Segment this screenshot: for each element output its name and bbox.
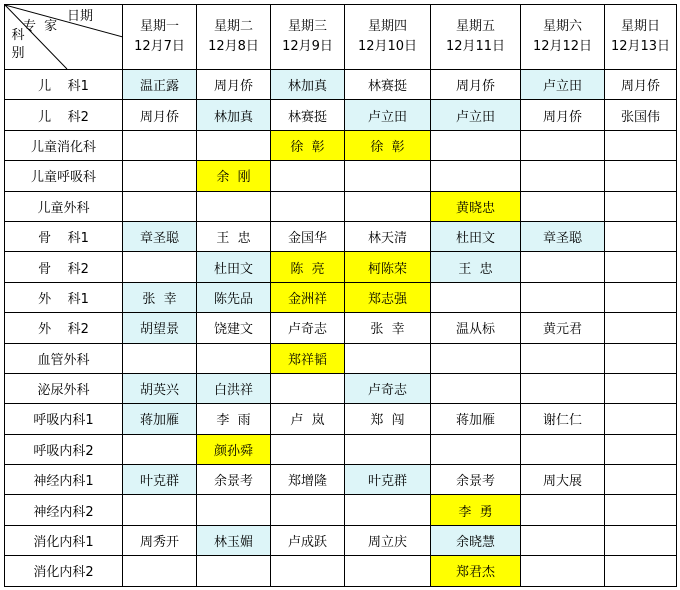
day-name: 星期六 [542,19,582,34]
expert-cell [123,343,197,373]
expert-cell: 周大展 [521,465,605,495]
day-header-sun [605,5,677,70]
department-cell: 儿童消化科 [5,130,123,160]
expert-cell [345,434,431,464]
day-name: 星期二 [213,19,253,34]
expert-cell [521,282,605,312]
expert-cell [271,161,345,191]
expert-cell: 王 忠 [197,221,271,251]
department-cell: 儿 科1 [5,70,123,100]
expert-cell [197,556,271,586]
day-header-thu [345,5,431,70]
expert-cell [431,282,521,312]
day-header-tue [197,5,271,70]
corner-dept-label: 科 别 [11,28,25,61]
day-header-wed [271,5,345,70]
expert-cell: 李 雨 [197,404,271,434]
expert-cell [345,343,431,373]
expert-cell [431,130,521,160]
expert-cell [605,434,677,464]
table-row [5,282,677,312]
department-cell: 骨 科1 [5,221,123,251]
expert-cell: 温从标 [431,313,521,343]
expert-cell [123,161,197,191]
expert-cell: 周立庆 [345,525,431,555]
expert-cell [197,130,271,160]
expert-cell: 周月侨 [605,70,677,100]
table-row [5,495,677,525]
corner-date-label: 日期 [67,9,94,24]
expert-cell: 蒋加雁 [431,404,521,434]
table-row [5,556,677,586]
expert-cell [271,556,345,586]
expert-cell [605,373,677,403]
header-row [5,5,677,70]
expert-cell: 卢奇志 [345,373,431,403]
expert-cell [345,556,431,586]
department-cell: 血管外科 [5,343,123,373]
expert-cell: 黄元君 [521,313,605,343]
day-header-mon [123,5,197,70]
expert-cell: 周秀开 [123,525,197,555]
table-row [5,221,677,251]
expert-cell [605,313,677,343]
expert-cell: 林赛挺 [345,70,431,100]
expert-cell [271,191,345,221]
expert-cell: 柯陈荣 [345,252,431,282]
expert-cell [605,556,677,586]
expert-cell [605,191,677,221]
expert-cell: 张 幸 [345,313,431,343]
day-header-fri [431,5,521,70]
expert-cell: 余 刚 [197,161,271,191]
expert-cell [197,343,271,373]
expert-cell: 叶克群 [345,465,431,495]
expert-cell: 郑祥韬 [271,343,345,373]
expert-cell [521,343,605,373]
table-row [5,434,677,464]
expert-cell: 卢立田 [521,70,605,100]
table-row [5,373,677,403]
department-cell: 消化内科2 [5,556,123,586]
department-cell: 儿 科2 [5,100,123,130]
expert-cell [271,434,345,464]
table-row [5,191,677,221]
expert-cell [431,161,521,191]
expert-cell [123,252,197,282]
expert-cell [431,434,521,464]
expert-cell: 胡望景 [123,313,197,343]
department-cell: 儿童呼吸科 [5,161,123,191]
expert-cell [271,495,345,525]
department-cell: 外 科2 [5,313,123,343]
table-row [5,525,677,555]
expert-cell: 郑增隆 [271,465,345,495]
table-row [5,465,677,495]
expert-cell: 林加真 [271,70,345,100]
expert-cell [123,191,197,221]
table-row [5,404,677,434]
table-row [5,313,677,343]
table-row [5,343,677,373]
expert-cell [605,252,677,282]
department-cell: 呼吸内科1 [5,404,123,434]
expert-cell [605,161,677,191]
day-name: 星期四 [367,19,407,34]
expert-cell [521,556,605,586]
expert-cell: 郑志强 [345,282,431,312]
expert-cell: 张 幸 [123,282,197,312]
expert-cell: 周月侨 [431,70,521,100]
expert-cell [521,191,605,221]
department-cell: 外 科1 [5,282,123,312]
department-cell: 消化内科1 [5,525,123,555]
expert-cell: 陈 亮 [271,252,345,282]
expert-cell: 余景考 [431,465,521,495]
day-name: 星期一 [139,19,179,34]
expert-cell: 周月侨 [197,70,271,100]
expert-cell [605,130,677,160]
expert-cell: 卢 岚 [271,404,345,434]
expert-cell: 周月侨 [123,100,197,130]
day-header-sat [521,5,605,70]
expert-cell: 徐 彰 [345,130,431,160]
expert-cell: 卢成跃 [271,525,345,555]
expert-cell: 饶建文 [197,313,271,343]
expert-cell: 林赛挺 [271,100,345,130]
table-row [5,161,677,191]
table-row [5,100,677,130]
schedule-table [4,4,677,587]
expert-cell: 金国华 [271,221,345,251]
expert-cell: 郑 闯 [345,404,431,434]
day-date: 12月8日 [208,39,259,54]
expert-cell [197,191,271,221]
expert-cell [605,282,677,312]
expert-cell [521,495,605,525]
expert-cell: 张国伟 [605,100,677,130]
expert-cell: 王 忠 [431,252,521,282]
department-cell: 儿童外科 [5,191,123,221]
expert-cell [123,495,197,525]
expert-cell [605,343,677,373]
expert-cell [605,465,677,495]
expert-cell: 卢立田 [345,100,431,130]
expert-cell [605,525,677,555]
expert-cell [521,252,605,282]
expert-cell [521,130,605,160]
expert-cell [123,434,197,464]
department-cell: 泌尿外科 [5,373,123,403]
department-cell: 神经内科1 [5,465,123,495]
expert-cell: 颜孙舜 [197,434,271,464]
expert-cell: 周月侨 [521,100,605,130]
department-cell: 神经内科2 [5,495,123,525]
expert-cell: 李 勇 [431,495,521,525]
day-name: 星期日 [620,19,660,34]
expert-cell: 谢仁仁 [521,404,605,434]
expert-cell [123,130,197,160]
expert-cell: 郑君杰 [431,556,521,586]
expert-cell: 章圣聪 [123,221,197,251]
expert-cell [605,495,677,525]
expert-cell [605,404,677,434]
expert-cell: 余晓慧 [431,525,521,555]
day-date: 12月7日 [134,39,185,54]
expert-cell: 胡英兴 [123,373,197,403]
expert-cell [345,191,431,221]
expert-cell: 叶克群 [123,465,197,495]
expert-cell: 白洪祥 [197,373,271,403]
schedule-body [5,70,677,587]
expert-cell [521,434,605,464]
expert-cell: 余景考 [197,465,271,495]
expert-cell: 杜田文 [197,252,271,282]
expert-cell: 林玉媚 [197,525,271,555]
expert-cell: 林天清 [345,221,431,251]
expert-cell [197,495,271,525]
table-row [5,252,677,282]
expert-cell [431,373,521,403]
table-row [5,130,677,160]
day-date: 12月11日 [445,39,506,54]
department-cell: 呼吸内科2 [5,434,123,464]
expert-cell: 卢立田 [431,100,521,130]
expert-cell: 章圣聪 [521,221,605,251]
expert-cell [521,373,605,403]
expert-cell: 蒋加雁 [123,404,197,434]
expert-cell [345,161,431,191]
expert-cell: 杜田文 [431,221,521,251]
day-name: 星期三 [287,19,327,34]
expert-cell: 卢奇志 [271,313,345,343]
expert-cell: 林加真 [197,100,271,130]
corner-header-cell [5,5,123,70]
expert-cell: 温正露 [123,70,197,100]
expert-cell [431,343,521,373]
day-date: 12月10日 [357,39,418,54]
table-row [5,70,677,100]
expert-cell [605,221,677,251]
expert-cell [521,525,605,555]
expert-cell [521,161,605,191]
day-date: 12月12日 [532,39,593,54]
expert-cell: 黄晓忠 [431,191,521,221]
expert-cell: 陈先品 [197,282,271,312]
day-date: 12月9日 [282,39,333,54]
day-name: 星期五 [455,19,495,34]
corner-expert-label: 专 家 [23,19,60,34]
expert-cell [271,373,345,403]
expert-cell: 金洲祥 [271,282,345,312]
day-date: 12月13日 [610,39,671,54]
department-cell: 骨 科2 [5,252,123,282]
expert-cell: 徐 彰 [271,130,345,160]
expert-cell [345,495,431,525]
expert-cell [123,556,197,586]
